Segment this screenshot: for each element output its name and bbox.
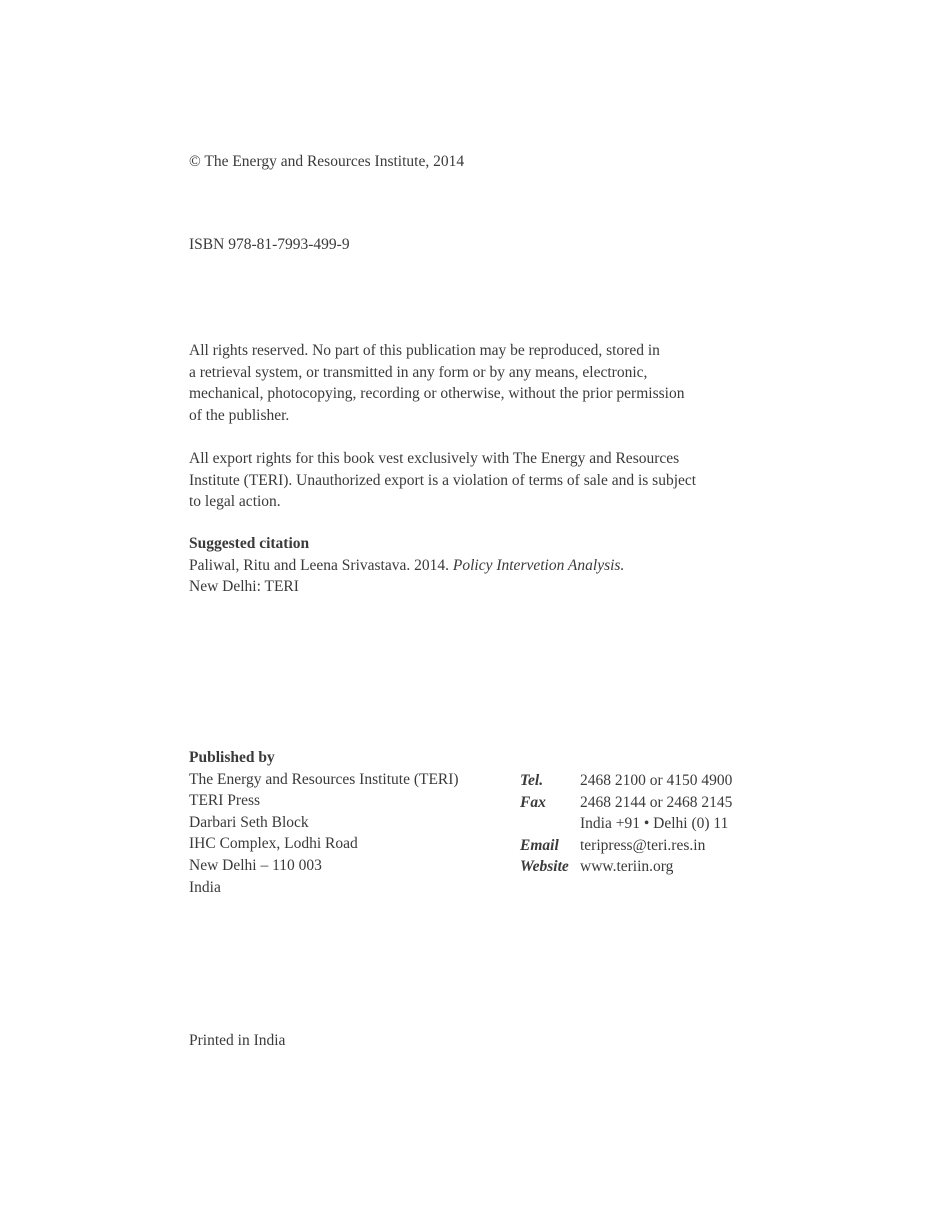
publisher-block [189, 747, 459, 898]
publisher-heading: Published by [189, 749, 275, 766]
publisher-line: India [189, 878, 221, 896]
export-line: to legal action. [189, 493, 281, 511]
copyright-notice: © The Energy and Resources Institute, 2014 [189, 153, 465, 170]
export-line: All export rights for this book vest exclusively with The Energy and Resources [189, 450, 680, 467]
rights-paragraph [189, 340, 749, 426]
citation-place: New Delhi: TERI [189, 578, 299, 596]
tel-value: 2468 2100 or 4150 4900 [580, 772, 733, 789]
export-paragraph [189, 448, 749, 513]
email-value: teripress@teri.res.in [580, 836, 706, 854]
citation-authors: Paliwal, Ritu and Leena Srivastava. 2014. [189, 556, 453, 574]
publisher-line: The Energy and Resources Institute (TERI) [189, 770, 459, 788]
citation-heading: Suggested citation [189, 535, 310, 552]
rights-line: of the publisher. [189, 406, 290, 424]
contact-row-fax [520, 792, 732, 814]
publisher-line: New Delhi – 110 003 [189, 856, 322, 874]
printed-in-notice: Printed in India [189, 1032, 286, 1049]
rights-line: mechanical, photocopying, recording or otherwise, without the prior permission [189, 385, 685, 403]
dialcode-value: India +91 • Delhi (0) 11 [580, 815, 729, 833]
publisher-line: Darbari Seth Block [189, 813, 309, 831]
tel-label: Tel. [520, 772, 544, 789]
publisher-line: IHC Complex, Lodhi Road [189, 835, 358, 853]
contact-row-website [520, 856, 732, 878]
contact-row-dialcode [520, 813, 732, 835]
fax-label: Fax [520, 793, 546, 811]
export-line: Institute (TERI). Unauthorized export is a violation of terms of sale and is subject [189, 471, 697, 489]
website-label: Website [520, 858, 569, 876]
contact-row-email [520, 835, 732, 857]
publisher-line: TERI Press [189, 792, 261, 810]
contact-row-tel [520, 770, 732, 792]
rights-line: All rights reserved. No part of this publication may be reproduced, stored in [189, 342, 660, 359]
email-label: Email [520, 836, 559, 854]
website-value: www.teriin.org [580, 858, 674, 876]
dialcode-label [520, 813, 580, 835]
contact-details [520, 770, 732, 878]
citation-block [189, 533, 749, 598]
citation-reference [189, 555, 749, 577]
isbn-number: ISBN 978-81-7993-499-9 [189, 236, 350, 253]
citation-title: Policy Intervetion Analysis. [452, 556, 625, 574]
fax-value: 2468 2144 or 2468 2145 [580, 793, 733, 811]
rights-line: a retrieval system, or transmitted in any form or by any means, electronic, [189, 363, 648, 381]
